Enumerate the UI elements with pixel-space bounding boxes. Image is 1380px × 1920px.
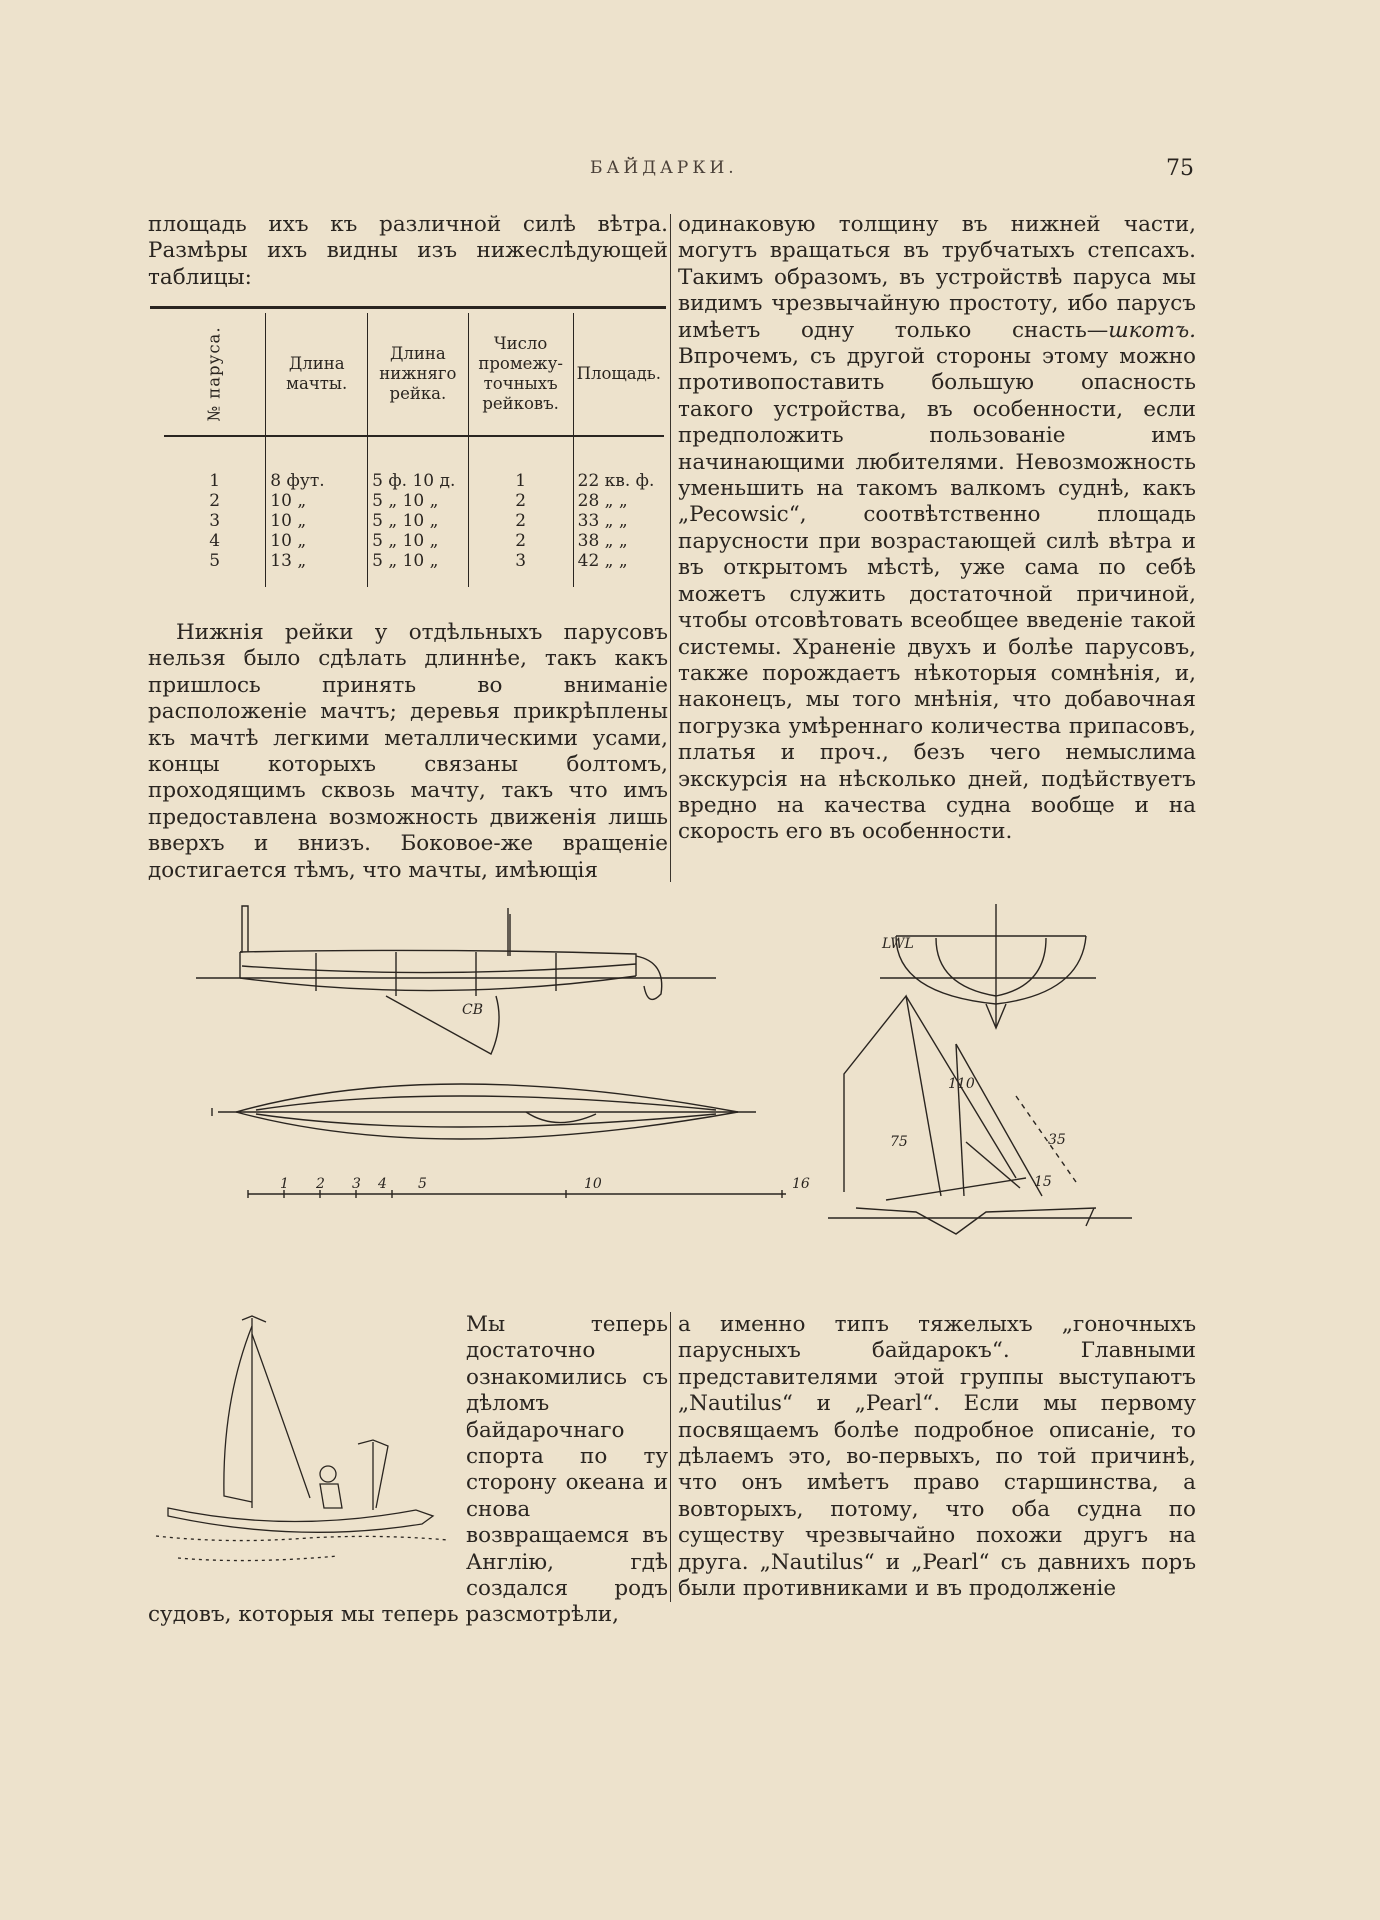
right-column-top — [678, 212, 1196, 846]
cell-yard: 5 „ 10 „ — [368, 531, 469, 551]
cell-mast: 10 „ — [266, 531, 368, 551]
table-top-rule — [150, 306, 666, 309]
cell-mast: 8 фут. — [266, 471, 368, 491]
intro-line-2: Размѣры ихъ видны изъ нижеслѣдующей — [148, 238, 668, 264]
sail-dim-15: 15 — [1034, 1174, 1052, 1190]
cell-yard: 5 „ 10 „ — [368, 491, 469, 511]
cell-yard: 5 „ 10 „ — [368, 511, 469, 531]
header-lower-yard: Длина нижняго рейка. — [368, 313, 469, 436]
scale-tick-5: 5 — [418, 1176, 427, 1192]
cell-no: 2 — [164, 491, 266, 511]
header-intermediate: Число промежу-точныхъ рейковъ. — [468, 313, 573, 436]
cell-area: 22 кв. ф. — [577, 471, 655, 491]
header-area: Площадь. — [573, 313, 664, 436]
scale-tick-4: 4 — [378, 1176, 387, 1192]
kayak-plans-figure — [196, 896, 1136, 1256]
cell-mast: 10 „ — [266, 511, 368, 531]
cell-yard: 5 „ 10 „ — [368, 551, 469, 587]
cell-no: 3 — [164, 511, 266, 531]
cell-mast: 13 „ — [266, 551, 368, 587]
label-cb: CB — [462, 1002, 483, 1018]
table-row — [164, 531, 664, 551]
hull-plan-view — [212, 1084, 756, 1139]
cell-no: 4 — [164, 531, 266, 551]
para-rails: Нижнія рейки у отдѣльныхъ парусовъ нельзя было сдѣлать длиннѣе, такъ какъ пришлось принять во вниманіе расположеніе мачтъ; деревья прикрѣплены къ мачтѣ легкими металлическими усами, концы которыхъ связаны болтомъ, проходящимъ сквозь мачту, такъ что имъ предоставлена возможность движенія лишь вверхъ и внизъ. Боковое-же вращеніе достигается тѣмъ, что мачты, имѣющія — [148, 620, 668, 883]
right-column-bottom — [678, 1312, 1196, 1602]
cell-yard: 5 ф. 10 д. — [368, 471, 469, 491]
sail-plan-diagram — [828, 996, 1132, 1234]
hull-side-profile — [196, 906, 716, 1054]
page-number: 75 — [1166, 156, 1194, 181]
table-row — [164, 551, 664, 587]
intro-line-3: таблицы: — [148, 264, 252, 290]
table-row — [164, 471, 664, 491]
intro-line-1: площадь ихъ къ различной силѣ вѣтра. — [148, 212, 668, 237]
sail-dim-75: 75 — [890, 1134, 908, 1150]
scale-tick-2: 2 — [316, 1176, 325, 1192]
cell-mast: 10 „ — [266, 491, 368, 511]
scale-tick-1: 1 — [280, 1176, 289, 1192]
table-row — [164, 491, 664, 511]
sails-table — [164, 313, 664, 587]
cell-count: 2 — [468, 491, 573, 511]
text-after-italic: Впрочемъ, съ другой стороны этому можно противопоставить большую опасность такого устройства, въ особенности, если предположить пользованіе имъ начинающими любителями. Невозможность уменьшить на такомъ валкомъ суднѣ, какъ „Pecowsic“, соотвѣтственно площадь парусности при возрастающей силѣ вѣтра и въ открытомъ мѣстѣ, уже сама по себѣ можетъ служить достаточной причиной, чтобы отсовѣтовать всеобщее введеніе такой системы. Храненіе двухъ и болѣе парусовъ, также порождаетъ нѣкоторыя сомнѣнія, и, наконецъ, мы того мнѣнія, что добавочная погрузка умѣреннаго количества припасовъ, платья и проч., безъ чего немыслима экскурсія на нѣсколько дней, подѣйствуетъ вредно на качества судна вообще и на скорость его въ особенности. — [678, 344, 1196, 845]
cell-count: 2 — [468, 511, 573, 531]
para-return-to-england: Мы теперь достаточно ознакомились съ дѣломъ байдарочнаго спорта по ту сторону океана и снова возвращаемся въ Англію, гдѣ создался родъ судовъ, которыя мы теперь разсмотрѣли, — [148, 1312, 668, 1628]
hull-section-view — [880, 904, 1096, 1028]
text-before-italic: одинаковую толщину въ нижней части, могутъ вращаться въ трубчатыхъ степсахъ. Такимъ образомъ, въ устройствѣ паруса мы видимъ чрезвычайную простоту, ибо парусъ имѣетъ одну только снасть— — [678, 212, 1196, 343]
scale-tick-16: 16 — [792, 1176, 810, 1192]
label-lwl: LWL — [882, 936, 914, 952]
sails-table-wrap — [150, 306, 666, 587]
cell-area: 38 „ „ — [577, 531, 628, 551]
header-sail-no: № паруса. — [164, 313, 266, 436]
cell-area: 42 „ „ — [577, 551, 628, 571]
table-header-row — [164, 313, 664, 436]
cell-area: 28 „ „ — [577, 491, 628, 511]
left-column-bottom — [148, 1312, 668, 1629]
cell-no: 1 — [164, 471, 266, 491]
scale-tick-10: 10 — [584, 1176, 602, 1192]
para-nautilus-pearl: а именно типъ тяжелыхъ „гоночныхъ парусныхъ байдарокъ“. Главными представителями этой группы выступаютъ „Nautilus“ и „Pearl“. Если мы первому посвящаемъ болѣе подробное описаніе, то дѣлаемъ это, во-первыхъ, по той причинѣ, что онъ имѣетъ право старшинства, а вовторыхъ, потому, что оба судна по существу чрезвычайно похожи другъ на друга. „Nautilus“ и „Pearl“ съ давнихъ поръ были противниками и въ продолженіе — [678, 1312, 1196, 1602]
header-mast-length: Длина мачты. — [266, 313, 368, 436]
running-title: БАЙДАРКИ. — [590, 158, 738, 178]
table-row — [164, 511, 664, 531]
column-divider-bottom — [670, 1312, 671, 1602]
scale-bar — [248, 1190, 786, 1198]
left-column-para2 — [148, 620, 668, 884]
sail-dim-35: 35 — [1048, 1132, 1066, 1148]
cell-no: 5 — [164, 551, 266, 587]
scale-tick-3: 3 — [352, 1176, 361, 1192]
cell-area: 33 „ „ — [577, 511, 628, 531]
cell-count: 3 — [468, 551, 573, 587]
cell-count: 1 — [468, 471, 573, 491]
column-divider — [670, 214, 671, 882]
left-column-top — [148, 212, 668, 291]
cell-count: 2 — [468, 531, 573, 551]
para-sail-simplicity — [678, 212, 1196, 846]
sail-dim-110: 110 — [948, 1076, 975, 1092]
sailing-kayak-illustration — [148, 1312, 458, 1600]
italic-word: шкотъ. — [1108, 317, 1196, 343]
